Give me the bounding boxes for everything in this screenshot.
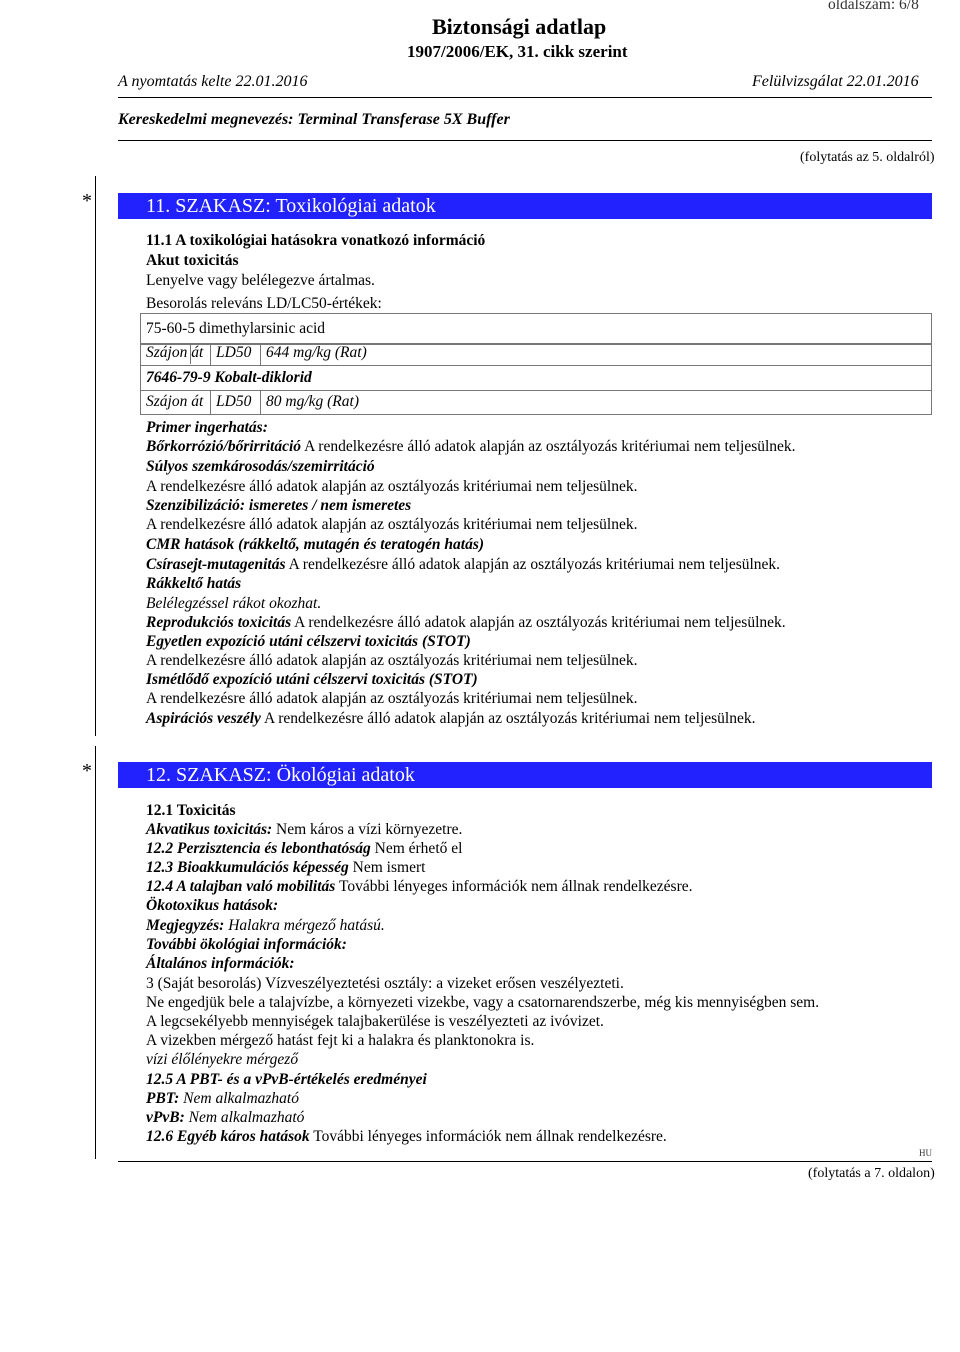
eye-text: A rendelkezésre álló adatok alapján az osztályozás kritériumai nem teljesülnek. [146, 478, 638, 495]
cmr-label: CMR hatások (rákkeltő, mutagén és teratogén hatás) [146, 536, 485, 553]
repro-text: A rendelkezésre álló adatok alapján az osztályozás kritériumai nem teljesülnek. [294, 614, 786, 631]
aquatic-text: Nem káros a vízi környezetre. [276, 821, 463, 838]
general-line-1: 3 (Saját besorolás) Vízveszélyeztetési osztály: a vizeket erősen veszélyezteti. [146, 975, 624, 992]
s11-subheading: 11.1 A toxikológiai hatásokra vonatkozó információ [146, 232, 486, 249]
acute-tox-text: Lenyelve vagy belélegezve ártalmas. [146, 272, 375, 289]
ld-col-1b [260, 343, 261, 365]
skin-text: A rendelkezésre álló adatok alapján az osztályozás kritériumai nem teljesülnek. [304, 438, 796, 455]
aquatic-row [146, 821, 462, 839]
ld-row-1 [140, 344, 932, 364]
acute-tox-label: Akut toxicitás [146, 252, 239, 269]
note-row [146, 917, 385, 935]
language-code: HU [919, 1148, 932, 1158]
header-divider-2 [118, 140, 932, 141]
sensitisation-label: Szenzibilizáció: ismeretes / nem ismeretes [146, 497, 412, 514]
footer-divider [118, 1161, 932, 1162]
vpvb-label: vPvB: [146, 1109, 185, 1126]
ld-divider-c [140, 390, 932, 391]
row-2-value: 80 mg/kg (Rat) [266, 393, 359, 410]
vpvb-text: Nem alkalmazható [188, 1109, 305, 1126]
bioacc-text: Nem ismert [352, 859, 426, 876]
trade-name: Kereskedelmi megnevezés: Terminal Transferase 5X Buffer [118, 111, 510, 128]
ld-divider-a [140, 343, 932, 344]
skin-row [146, 438, 796, 456]
change-marker-section-11: * [82, 190, 92, 212]
general-line-2: Ne engedjük bele a talajvízbe, a környezeti vizekbe, vagy a csatornarendszerbe, még kis mennyiségben sem. [146, 994, 820, 1011]
stot-re-text: A rendelkezésre álló adatok alapján az osztályozás kritériumai nem teljesülnek. [146, 690, 638, 707]
document-subtitle: 1907/2006/EK, 31. cikk szerint [407, 42, 628, 61]
vpvb-row [146, 1109, 304, 1127]
row-1-route: Szájon át [146, 344, 204, 361]
mobility-text: További lényeges információk nem állnak rendelkezésre. [338, 878, 693, 895]
aspiration-text: A rendelkezésre álló adatok alapján az osztályozás kritériumai nem teljesülnek. [263, 710, 756, 727]
general-info-label: Általános információk: [146, 955, 295, 972]
germ-row [146, 556, 780, 574]
bioacc-row [146, 859, 425, 877]
change-bar-section-12 [95, 746, 96, 1159]
persistence-label: 12.2 Perzisztencia és lebonthatóság [146, 840, 371, 857]
germ-text: A rendelkezésre álló adatok alapján az osztályozás kritériumai nem teljesülnek. [288, 556, 781, 573]
note-label: Megjegyzés: [146, 917, 225, 934]
pbt-row [146, 1090, 299, 1108]
repro-label: Reprodukciós toxicitás [146, 614, 292, 631]
carcinogenicity-label: Rákkeltő hatás [146, 575, 242, 592]
carcinogenicity-text: Belélegzéssel rákot okozhat. [146, 595, 322, 612]
stot-se-text: A rendelkezésre álló adatok alapján az osztályozás kritériumai nem teljesülnek. [146, 652, 638, 669]
bioacc-label: 12.3 Bioakkumulációs képesség [146, 859, 349, 876]
substance-2: 7646-79-9 Kobalt-diklorid [146, 369, 312, 386]
other-effects-row [146, 1128, 667, 1146]
row-2-route: Szájon át [146, 393, 204, 410]
ld-divider-b [140, 365, 932, 366]
revision-date: Felülvizsgálat 22.01.2016 [752, 73, 919, 90]
pbt-heading: 12.5 A PBT- és a vPvB-értékelés eredményei [146, 1071, 427, 1088]
pbt-text: Nem alkalmazható [183, 1090, 299, 1107]
other-effects-text: További lényeges információk nem állnak rendelkezésre. [313, 1128, 667, 1145]
substance-1: 75-60-5 dimethylarsinic acid [146, 320, 326, 337]
ecotox-label: Ökotoxikus hatások: [146, 897, 279, 914]
row-1-type: LD50 [216, 344, 252, 361]
repro-row [146, 614, 786, 632]
general-line-4: A vizekben mérgező hatást fejt ki a halakra és planktonokra is. [146, 1032, 535, 1049]
eye-label: Súlyos szemkárosodás/szemirritáció [146, 458, 375, 475]
tox-heading: 12.1 Toxicitás [146, 802, 236, 819]
print-date: A nyomtatás kelte 22.01.2016 [118, 73, 308, 90]
change-marker-section-12: * [82, 760, 92, 782]
sensitisation-text: A rendelkezésre álló adatok alapján az osztályozás kritériumai nem teljesülnek. [146, 516, 638, 533]
aquatic-label: Akvatikus toxicitás: [146, 821, 273, 838]
ld-col-2a [210, 390, 211, 415]
germ-label: Csírasejt-mutagenitás [146, 556, 286, 573]
header-divider-1 [118, 97, 932, 98]
pbt-label: PBT: [146, 1090, 180, 1107]
skin-label: Bőrkorrózió/bőrirritáció [146, 438, 302, 455]
mobility-row [146, 878, 693, 896]
primary-irritation-label: Primer ingerhatás: [146, 419, 268, 436]
ld-col-1a [210, 343, 211, 365]
general-line-3: A legcsekélyebb mennyiségek talajbakerülése is veszélyezteti az ivóvizet. [146, 1013, 604, 1030]
persistence-text: Nem érhető el [374, 840, 463, 857]
aspiration-row [146, 710, 755, 728]
other-effects-label: 12.6 Egyéb káros hatások [146, 1128, 310, 1145]
ld-col-2b [260, 390, 261, 415]
ld-heading: Besorolás releváns LD/LC50-értékek: [146, 295, 382, 312]
note-text: Halakra mérgező hatású. [228, 917, 385, 934]
continued-to: (folytatás a 7. oldalon) [808, 1166, 935, 1181]
further-info-label: További ökológiai információk: [146, 936, 347, 953]
stot-se-label: Egyetlen expozíció utáni célszervi toxicitás (STOT) [146, 633, 471, 650]
persistence-row [146, 840, 462, 858]
page-number: oldalszám: 6/8 [828, 0, 919, 13]
general-line-5: vízi élőlényekre mérgező [146, 1051, 299, 1068]
row-1-value: 644 mg/kg (Rat) [266, 344, 367, 361]
mobility-label: 12.4 A talajban való mobilitás [146, 878, 336, 895]
section-11-title: 11. SZAKASZ: Toxikológiai adatok [118, 193, 932, 219]
stot-re-label: Ismétlődő expozíció utáni célszervi toxicitás (STOT) [146, 671, 478, 688]
aspiration-label: Aspirációs veszély [146, 710, 261, 727]
section-12-title: 12. SZAKASZ: Ökológiai adatok [118, 762, 932, 788]
change-bar-section-11 [95, 176, 96, 736]
continued-from: (folytatás az 5. oldalról) [800, 150, 935, 165]
document-title: Biztonsági adatlap [432, 14, 607, 39]
row-2-type: LD50 [216, 393, 252, 410]
